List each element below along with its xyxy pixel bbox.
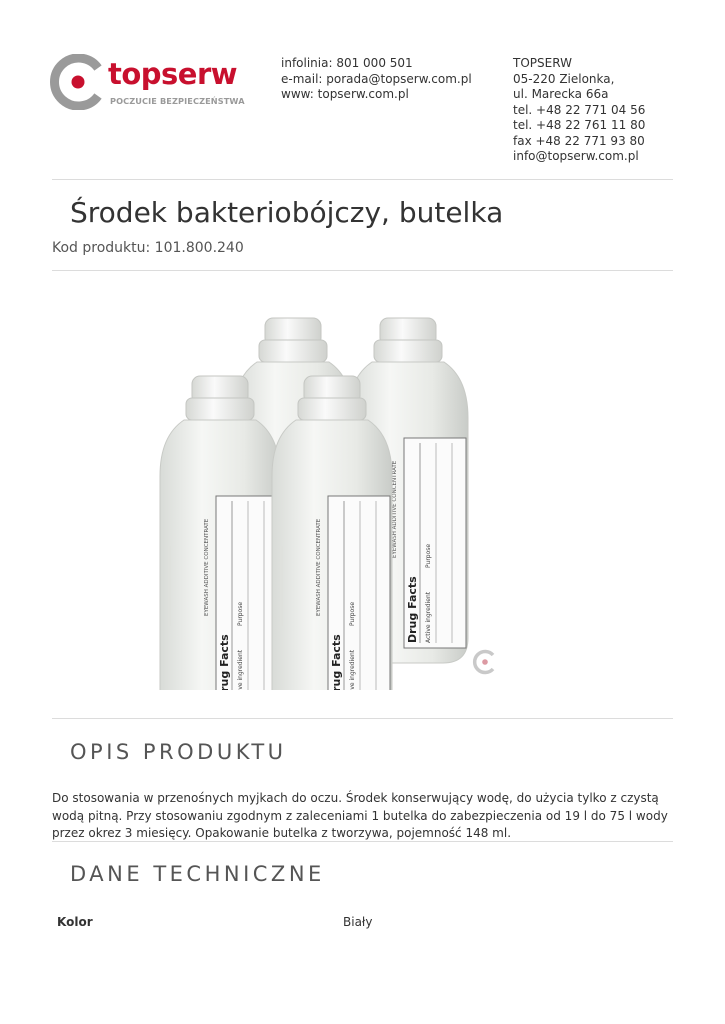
fax: fax +48 22 771 93 80 [513, 133, 645, 148]
address-street: ul. Marecka 66a [513, 87, 609, 101]
contact-info-left [281, 56, 472, 103]
contact-info-right [513, 56, 645, 165]
divider [52, 841, 673, 842]
company-logo [50, 54, 245, 112]
divider [52, 270, 673, 271]
tech-row-value: Biały [343, 915, 373, 929]
phone-2: tel. +48 22 761 11 80 [513, 118, 646, 132]
description-heading: OPIS PRODUKTU [70, 740, 287, 764]
logo-ring-icon [50, 54, 106, 110]
logo-tagline: POCZUCIE BEZPIECZEŃSTWA [110, 96, 245, 106]
email-text[interactable]: e-mail: porada@topserw.com.pl [281, 71, 472, 86]
divider [52, 179, 673, 180]
page-title: Środek bakteriobójczy, butelka [70, 196, 504, 229]
phone-1: tel. +48 22 771 04 56 [513, 102, 646, 117]
tech-row-label: Kolor [57, 915, 93, 929]
divider [52, 718, 673, 719]
technical-heading: DANE TECHNICZNE [70, 862, 325, 886]
address-city: 05-220 Zielonka, [513, 71, 615, 86]
description-text: Do stosowania w przenośnych myjkach do oczu. Środek konserwujący wodę, do użycia tylko z czystą wodą pitną. Przy stosowaniu zgodnym z zaleceniami 1 butelka do zabezpieczenia od 19 l do 75 l wody przez okrez 3 miesięcy. Opakowanie butelka z tworzywa, pojemność 148 ml. [52, 791, 668, 840]
hotline-text: infolinia: 801 000 501 [281, 56, 413, 70]
info-email[interactable]: info@topserw.com.pl [513, 149, 639, 163]
company-name: TOPSERW [513, 56, 572, 70]
watermark-logo-icon [475, 652, 493, 673]
website-text[interactable]: www: topserw.com.pl [281, 87, 409, 101]
logo-wordmark: topserw [108, 57, 238, 91]
product-photo: EYEWASH ADDITIVE CONCENTRATE [108, 290, 508, 690]
product-code: Kod produktu: 101.800.240 [52, 240, 244, 256]
